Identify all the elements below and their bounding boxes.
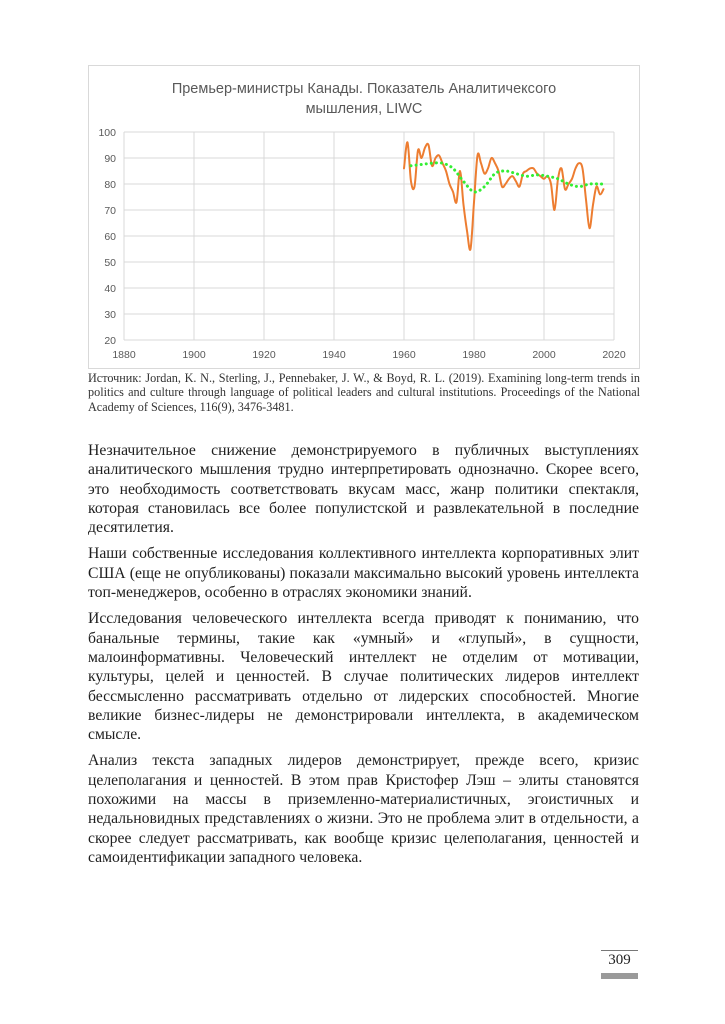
paragraph-4: Анализ текста западных лидеров демонстрирует, прежде всего, кризис целеполагания и ценностей. В этом прав Кристофер Лэш – элиты становятся похожими на массы в приземленно-материалистичных, эгоистичных и недальновидных представлениях о жизни. Это не проблема элит в отдельности, а скорее следует рассматривать, как вообще кризис целеполагания, ценностей и самоидентификации западного человека. (88, 752, 639, 866)
y-tick-label: 20 (104, 335, 116, 347)
paragraph-1: Незначительное снижение демонстрируемого в публичных выступлениях аналитического мышления трудно интерпретировать однозначно. Скорее всего, это необходимость соответствовать вкусам масс, жанр политики спектакля, которая становилась все более популистской и развлекательной в последние десятилетия. (88, 442, 639, 537)
x-tick-label: 1900 (182, 349, 206, 361)
analytic-thinking-chart (89, 66, 639, 368)
y-tick-label: 30 (104, 309, 116, 321)
page-number-bar (601, 973, 638, 979)
chart-title-line-1: Премьер-министры Канады. Показатель Аналитичексого (171, 81, 557, 97)
chart-container (88, 65, 640, 369)
page-number-rule (601, 950, 638, 951)
x-tick-label: 2020 (602, 349, 626, 361)
source-citation: Источник: Jordan, K. N., Sterling, J., Pennebaker, J. W., & Boyd, R. L. (2019). Examining long-term trends in politics and culture through language of political leaders and cultural institutions. Proceedings of the National Academy of Sciences, 116(9), 3476-3481. (88, 371, 640, 414)
y-tick-label: 100 (98, 127, 116, 139)
y-tick-label: 50 (104, 257, 116, 269)
body-text (88, 441, 639, 874)
chart-title-line-2: мышления, LIWC (305, 101, 423, 117)
x-tick-label: 1920 (252, 349, 276, 361)
x-tick-label: 1880 (112, 349, 136, 361)
paragraph-3: Исследования человеческого интеллекта всегда приводят к пониманию, что банальные термины, такие как «умный» и «глупый», в сущности, малоинформативны. Человеческий интеллект не отделим от мотивации, культуры, целей и ценностей. В случае политических лидеров интеллект бессмысленно рассматривать отдельно от лидерских способностей. Многие великие бизнес-лидеры не демонстрировали интеллекта, в академическом смысле. (88, 610, 639, 744)
x-tick-label: 1980 (462, 349, 486, 361)
page-number: 309 (608, 952, 631, 968)
x-tick-label: 1960 (392, 349, 416, 361)
trend-line-series (411, 163, 604, 192)
y-tick-label: 80 (104, 179, 116, 191)
y-tick-label: 90 (104, 153, 116, 165)
paragraph-2: Наши собственные исследования коллективного интеллекта корпоративных элит США (еще не опубликованы) показали максимально высокий уровень интеллекта топ-менеджеров, особенно в отраслях экономики знаний. (88, 545, 639, 602)
x-tick-label: 1940 (322, 349, 346, 361)
y-tick-label: 40 (104, 283, 116, 295)
y-tick-label: 70 (104, 205, 116, 217)
y-tick-label: 60 (104, 231, 116, 243)
x-tick-label: 2000 (532, 349, 556, 361)
